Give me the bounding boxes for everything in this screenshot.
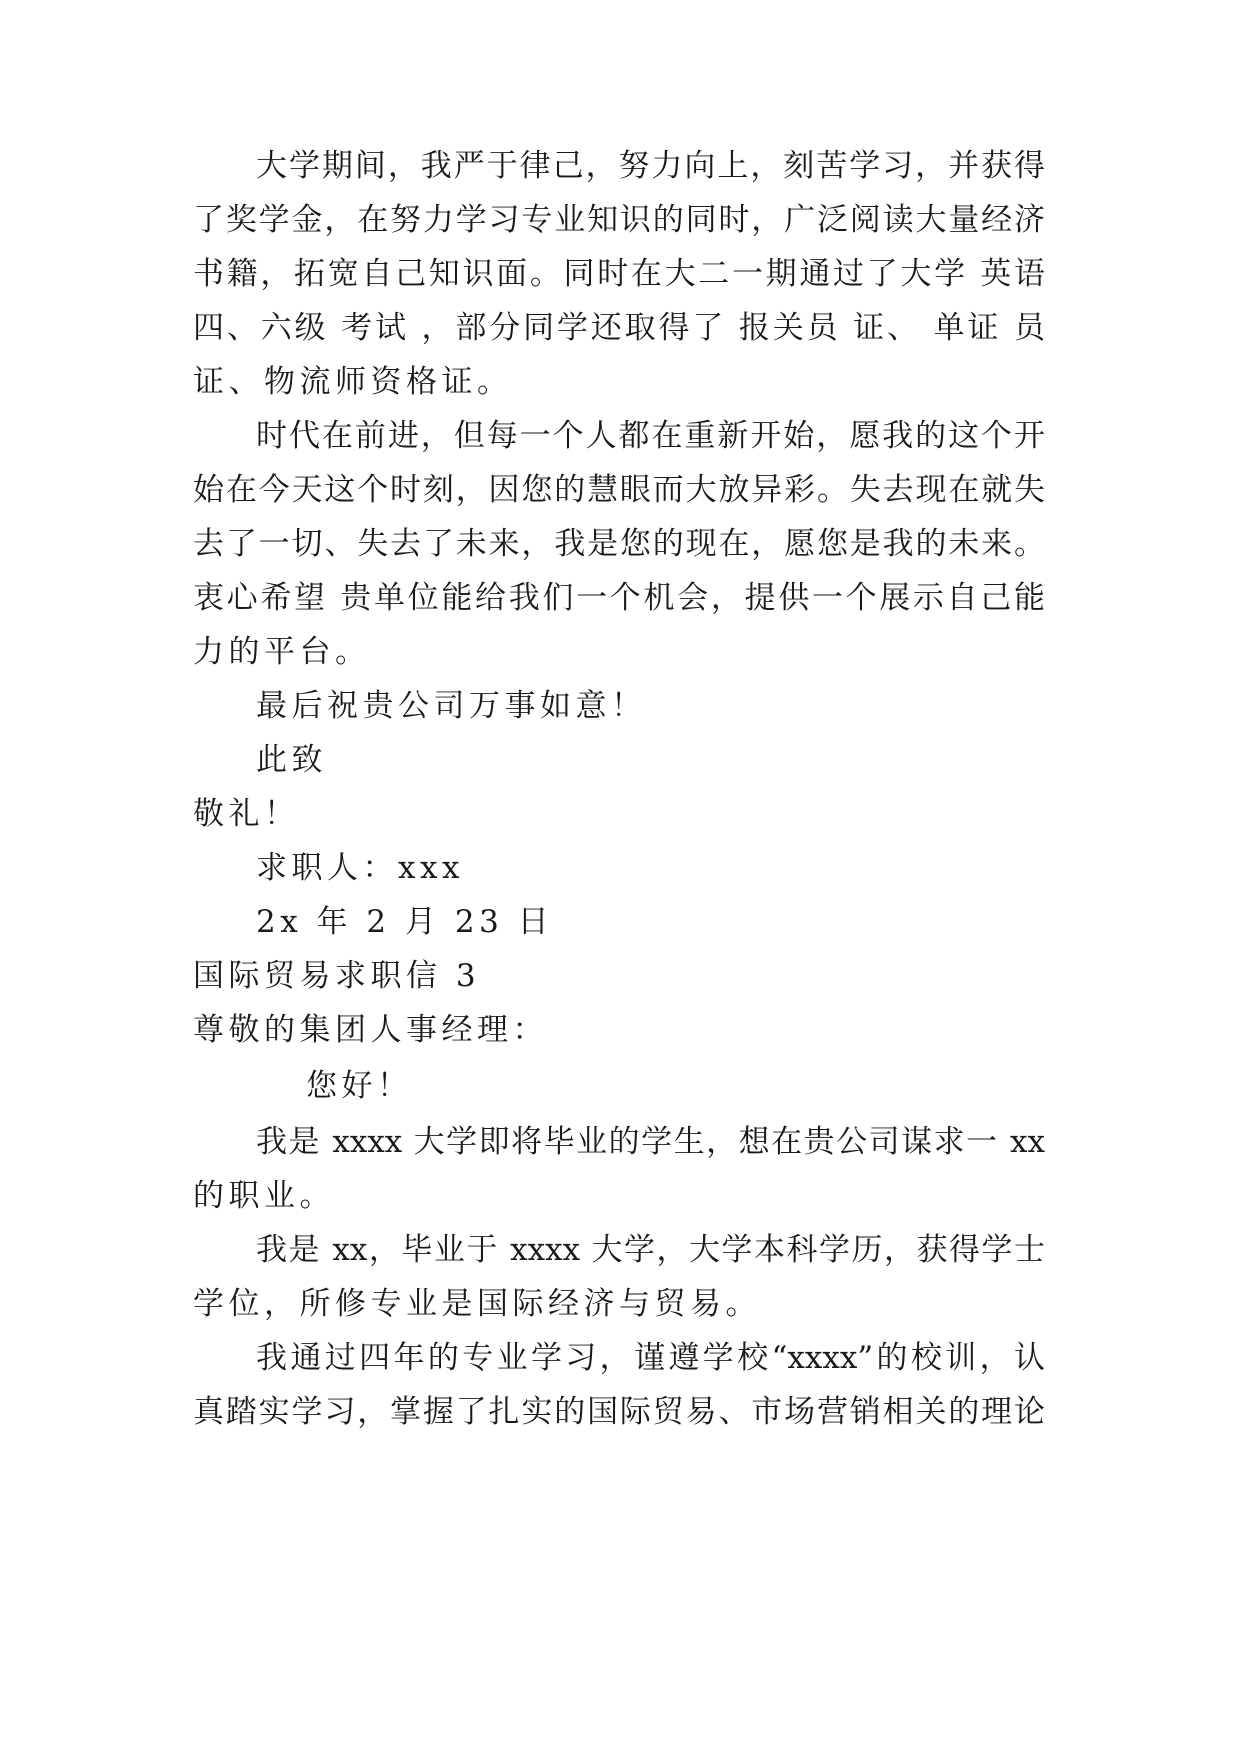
- paragraph-line: 真踏实学习，掌握了扎实的国际贸易、市场营销相关的理论: [193, 1394, 1045, 1430]
- paragraph-line: 大学期间，我严于律己，努力向上，刻苦学习，并获得: [256, 148, 1045, 184]
- paragraph-line: 学位，所修专业是国际经济与贸易。: [193, 1286, 761, 1322]
- paragraph-line: 始在今天这个时刻，因您的慧眼而大放异彩。失去现在就失: [193, 472, 1045, 508]
- letter-title: 国际贸易求职信 3: [193, 958, 481, 994]
- closing-salutation: 此致: [256, 742, 327, 778]
- paragraph-line: 我通过四年的专业学习，谨遵学校“xxxx”的校训，认: [256, 1340, 1045, 1376]
- paragraph-line: 力的平台。: [193, 634, 371, 670]
- paragraph-line: 衷心希望 贵单位能给我们一个机会，提供一个展示自己能: [193, 580, 1045, 616]
- paragraph-line: 我是 xxxx 大学即将毕业的学生，想在贵公司谋求一 xx: [256, 1124, 1045, 1160]
- letter-greeting: 您好！: [306, 1068, 413, 1104]
- paragraph-line: 四、六级 考试 ，部分同学还取得了 报关员 证、 单证 员: [193, 310, 1045, 346]
- paragraph-line: 书籍，拓宽自己知识面。同时在大二一期通过了大学 英语: [193, 256, 1045, 292]
- paragraph-line: 去了一切、失去了未来，我是您的现在，愿您是我的未来。: [193, 526, 1045, 562]
- paragraph-line: 了奖学金，在努力学习专业知识的同时，广泛阅读大量经济: [193, 202, 1045, 238]
- letter-addressee: 尊敬的集团人事经理：: [193, 1012, 548, 1048]
- paragraph-line: 证、物流师资格证。: [193, 364, 513, 400]
- paragraph-line: 我是 xx，毕业于 xxxx 大学，大学本科学历，获得学士: [256, 1232, 1045, 1268]
- letter-date: 2x 年 2 月 23 日: [256, 904, 554, 940]
- paragraph-line: 的职业。: [193, 1178, 335, 1214]
- applicant-signature: 求职人：xxx: [256, 850, 464, 886]
- paragraph-line: 时代在前进，但每一个人都在重新开始，愿我的这个开: [256, 418, 1045, 454]
- closing-wish: 最后祝贵公司万事如意！: [256, 688, 647, 724]
- closing-regards: 敬礼！: [193, 796, 300, 832]
